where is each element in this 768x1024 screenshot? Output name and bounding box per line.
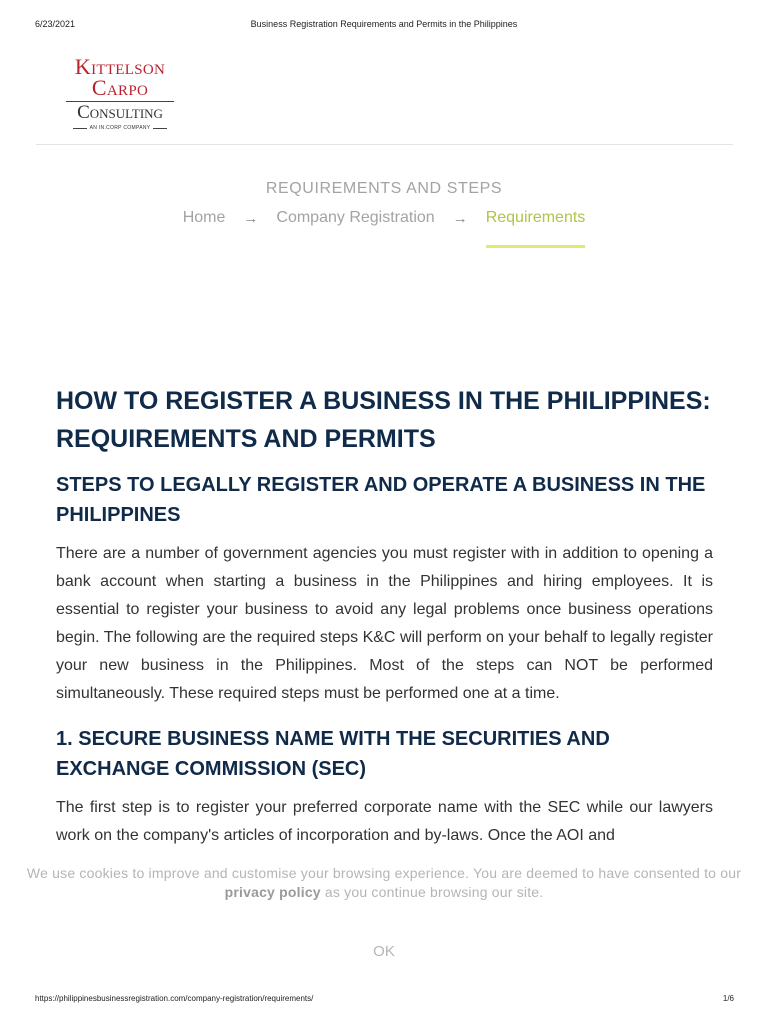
step1-heading: 1. SECURE BUSINESS NAME WITH THE SECURITIES AND EXCHANGE COMMISSION (SEC) <box>56 728 610 780</box>
arrow-right-icon: → <box>452 209 468 227</box>
logo-line-consulting: Consulting <box>77 102 163 123</box>
breadcrumb-home[interactable]: Home <box>182 209 226 226</box>
intro-paragraph: There are a number of government agencies you must register with in addition to opening a bank account when starting a business in the Philippines and hiring employees. It is essential to register your business to avoid any legal problems once business operations begin. The following are the required steps K&C will perform on your behalf to legally register your new business in the Philippines. Most of the steps can NOT be performed simultaneously. These required steps must be performed one at a time. <box>56 545 713 702</box>
print-date: 6/23/2021 <box>35 19 76 29</box>
article-title: HOW TO REGISTER A BUSINESS IN THE PHILIPPINES: REQUIREMENTS AND PERMITS <box>56 387 711 453</box>
breadcrumb <box>0 209 768 227</box>
company-logo[interactable] <box>60 56 180 131</box>
breadcrumb-company-registration[interactable]: Company Registration <box>276 209 435 226</box>
privacy-policy-link[interactable]: privacy policy <box>224 884 321 900</box>
cookie-message <box>0 864 768 902</box>
logo-line-carpo: Carpo <box>91 75 149 100</box>
header-divider <box>36 144 733 145</box>
print-header <box>0 19 768 33</box>
print-title: Business Registration Requirements and Permits in the Philippines <box>250 19 518 29</box>
arrow-right-icon: → <box>243 209 259 227</box>
print-page-number: 1/6 <box>722 994 734 1003</box>
print-footer <box>0 994 768 1006</box>
step1-paragraph: The first step is to register your preferred corporate name with the SEC while our lawyers work on the company's articles of incorporation and by-laws. Once the AOI and <box>56 799 713 844</box>
print-url: https://philippinesbusinessregistration.com/company-registration/requirements/ <box>35 994 314 1003</box>
cookie-banner <box>0 858 768 978</box>
logo-tagline-text: AN IN.CORP COMPANY <box>89 125 151 131</box>
section-heading: REQUIREMENTS AND STEPS <box>265 180 503 197</box>
cookie-text-after: as you continue browsing our site. <box>324 884 544 900</box>
logo-tagline <box>60 125 180 131</box>
cookie-ok-button[interactable]: OK <box>364 940 404 962</box>
logo-line-kittelson: Kittelson <box>74 54 166 79</box>
breadcrumb-current-requirements: Requirements <box>485 209 586 226</box>
cookie-text-before: We use cookies to improve and customise your browsing experience. You are deemed to have consented to our <box>26 865 742 881</box>
article-content <box>56 382 713 850</box>
logo-tag-dash-right <box>153 128 167 129</box>
article-subtitle: STEPS TO LEGALLY REGISTER AND OPERATE A BUSINESS IN THE PHILIPPINES <box>56 474 706 526</box>
logo-tag-dash-left <box>73 128 87 129</box>
